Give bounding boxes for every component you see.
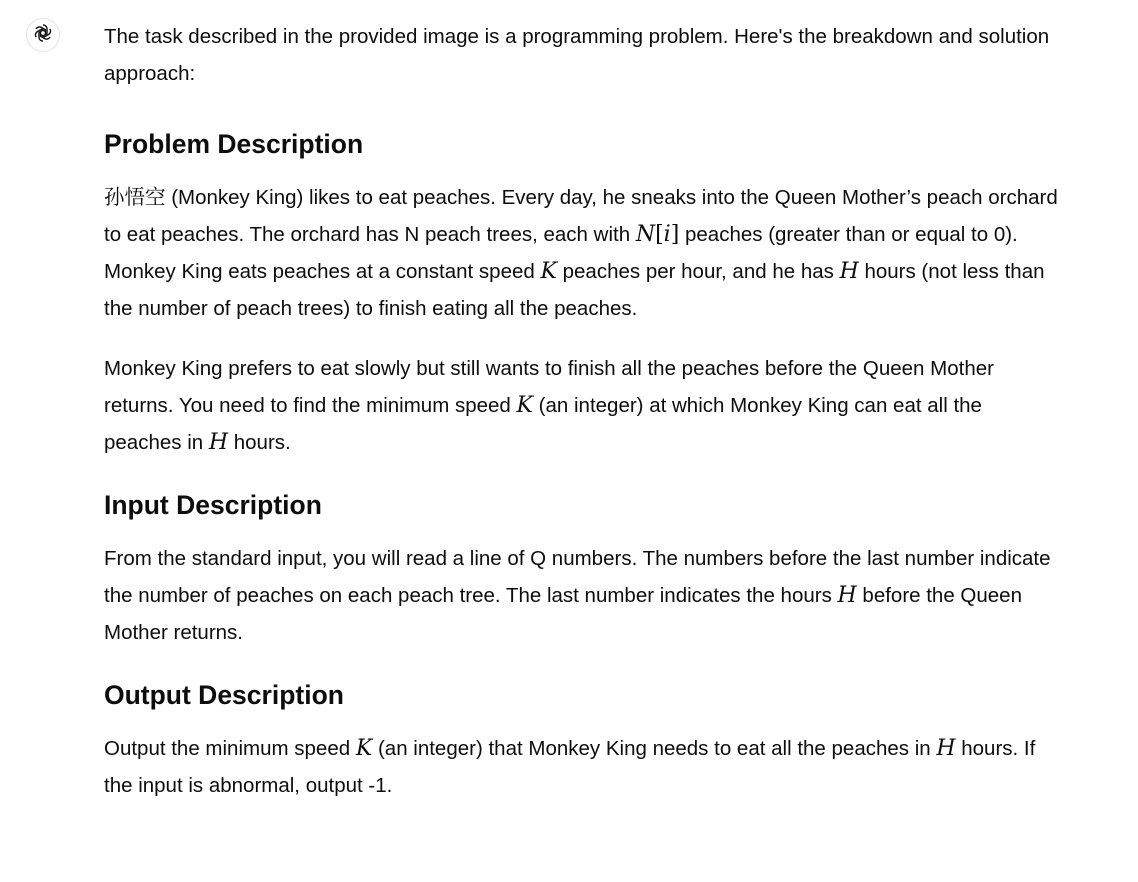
math-h: H [936, 736, 956, 761]
output-heading: Output Description [104, 680, 344, 710]
output-text-2: (an integer) that Monkey King needs to eat all the peaches in [372, 737, 937, 760]
math-open-bracket: [ [655, 222, 664, 247]
assistant-message [104, 18, 1064, 804]
output-text-3: hours. If the input is abnormal, output -1. [104, 737, 1036, 797]
input-text-1: From the standard input, you will read a line of Q numbers. The numbers before the last number indicate the number of peaches on each peach tree. The last number indicates the hours [104, 547, 1051, 607]
problem-text-1: 孙悟空 (Monkey King) likes to eat peaches. Every day, he sneaks into the Queen Mother’s peach orchard to eat peaches. The orchard has N peach trees, each with [104, 186, 1058, 246]
math-close-bracket: ] [670, 222, 680, 247]
problem-text-4: hours (not less than the number of peach trees) to finish eating all the peaches. [104, 260, 1045, 320]
math-h: H [837, 583, 857, 608]
problem-heading: Problem Description [104, 129, 364, 159]
intro-paragraph: The task described in the provided image is a programming problem. Here's the breakdown and solution approach: [104, 25, 1050, 85]
problem-paragraph-1 [104, 179, 1064, 327]
problem2-text-3: hours. [228, 431, 291, 454]
input-text-2: before the Queen Mother returns. [104, 584, 1022, 644]
problem-paragraph-2 [104, 350, 1064, 461]
output-paragraph [104, 730, 1064, 804]
math-k: K [540, 259, 557, 284]
problem-text-3: peaches per hour, and he has [556, 260, 840, 283]
openai-logo-icon [32, 22, 54, 49]
math-k: K [355, 736, 373, 761]
problem2-text-2: (an integer) at which Monkey King can eat all the peaches in [104, 394, 982, 454]
math-n-var: N [635, 222, 656, 247]
math-i-index: i [663, 222, 671, 247]
math-k: K [516, 393, 533, 418]
input-heading: Input Description [104, 490, 322, 520]
problem2-text-1: Monkey King prefers to eat slowly but still wants to finish all the peaches before the Queen Mother returns. You need to find the minimum speed [104, 357, 994, 417]
output-text-1: Output the minimum speed [104, 737, 356, 760]
assistant-avatar [26, 18, 60, 52]
input-paragraph [104, 540, 1064, 651]
math-h: H [839, 259, 859, 284]
math-h: H [208, 430, 229, 455]
problem-text-2: peaches (greater than or equal to 0). Monkey King eats peaches at a constant speed [104, 223, 1018, 283]
